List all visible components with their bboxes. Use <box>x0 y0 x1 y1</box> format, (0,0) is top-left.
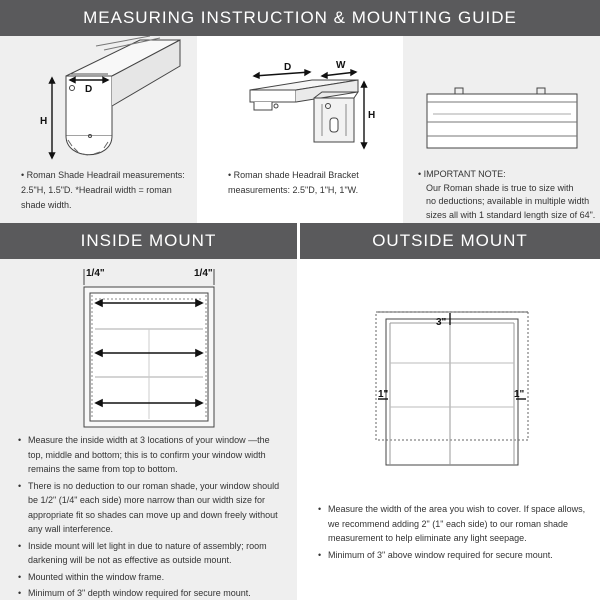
inside-mount-bullet: • Mounted within the window frame. <box>28 570 286 585</box>
outside-mount-bullet: • Minimum of 3" above window required for secure mount. <box>328 548 586 563</box>
headrail-illustration <box>0 36 197 166</box>
inside-mount-bullet: • There is no deduction to our roman shade, your window should be 1/2" (1/4" each side) more narrow than our width size for appropriate fit so shades can move up and down freely without any wall interference. <box>28 479 286 537</box>
bracket-height-label: H <box>368 110 376 121</box>
outside-top-gap-label: 3" <box>436 317 447 328</box>
important-note-line: sizes all with 1 standard length size of 64". <box>426 209 596 220</box>
headrail-note-line: 2.5"H, 1.5"D. *Headrail width = roman <box>21 185 172 195</box>
headrail-note <box>21 168 191 213</box>
bracket-illustration <box>200 36 400 166</box>
outside-mount-bullet: • Measure the width of the area you wish to cover. If space allows, we recommend adding 2" (1" each side) to our roman shade measurement to help eliminate any light seepage. <box>328 502 586 546</box>
inside-mount-bullet: • Measure the inside width at 3 locations of your window —the top, middle and bottom; this is to confirm your window width remains the same from top to bottom. <box>28 433 286 477</box>
headrail-depth-label: D <box>85 84 93 95</box>
important-note-line: no deductions; available in multiple width <box>426 196 590 206</box>
important-note-line: • IMPORTANT NOTE: <box>418 169 506 179</box>
inside-mount-window-illustration <box>0 259 297 429</box>
inside-mount-instructions <box>18 433 286 603</box>
inside-mount-bar <box>0 223 297 259</box>
bracket-note-line: measurements: 2.5"D, 1"H, 1"W. <box>228 185 359 195</box>
inside-mount-bullet: • Inside mount will let light in due to nature of assembly; room darkening will be not as effective as outside mount. <box>28 539 286 568</box>
bracket-note <box>228 168 398 198</box>
inside-mount-bullet: • Minimum of 3" depth window required for secure mount. <box>28 586 286 601</box>
guide-title-bar <box>0 0 600 36</box>
inside-mount-title: INSIDE MOUNT <box>80 231 217 250</box>
headrail-note-line: • Roman Shade Headrail measurements: <box>21 170 185 180</box>
important-note-line: Our Roman shade is true to size with <box>426 182 574 193</box>
outside-mount-bar <box>300 223 600 259</box>
headrail-height-label: H <box>40 116 48 127</box>
bracket-depth-label: D <box>284 62 292 73</box>
shade-cross-section-illustration <box>403 36 600 166</box>
headrail-note-line: shade width. <box>21 200 72 210</box>
outside-mount-title: OUTSIDE MOUNT <box>372 231 528 250</box>
important-note <box>418 168 598 222</box>
guide-title: MEASURING INSTRUCTION & MOUNTING GUIDE <box>83 8 517 27</box>
outside-right-gap-label: 1" <box>514 389 525 400</box>
inside-left-gap-label: 1/4" <box>86 268 105 279</box>
bracket-note-line: • Roman shade Headrail Bracket <box>228 170 359 180</box>
outside-mount-instructions <box>318 502 586 564</box>
outside-mount-window-illustration <box>300 259 600 469</box>
bracket-width-label: W <box>336 60 346 71</box>
outside-left-gap-label: 1" <box>378 389 389 400</box>
inside-right-gap-label: 1/4" <box>194 268 213 279</box>
